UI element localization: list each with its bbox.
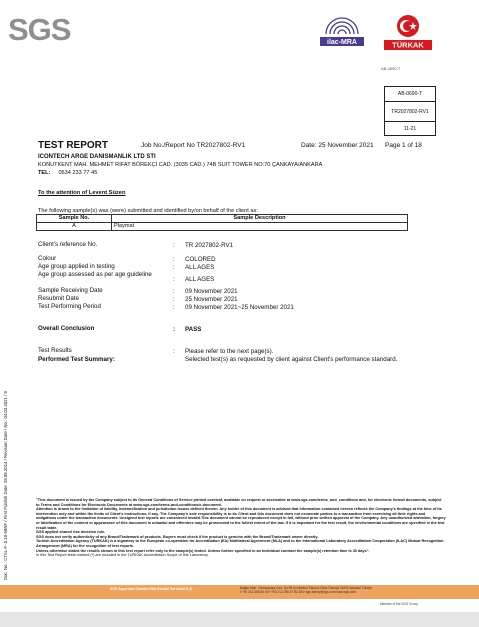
sgs-logo (6, 11, 76, 45)
samples-intro: The following sample(s) was (were) submitted and identified by/on behalf of the client as: (38, 208, 258, 214)
accreditation-no: AB-0690-T (385, 87, 435, 102)
performed-test-summary-label: Performed Test Summary: (38, 356, 115, 363)
disclaimer-block (36, 498, 446, 558)
disclaimer-paragraph: SGS does not verify authenticity of any Brand/Trademark of products. Buyers must check if the product is genuine with the Brand/Trademark owner directly. (36, 534, 319, 539)
report-header (0, 140, 479, 150)
disclaimer-paragraph: Attention is drawn to the limitation of liability, indemnification and jurisdiction issues defined therein. Any holder of this document is advised that information contained hereon reflects the Company's findings at the time of its intervention only and within the limits of Client's instructions, if any. The Company's sole responsibility is to its Client and this document does not exonerate parties to a transaction from exercising all their rights and obligations under the transaction documents. Unsigned test reports are considered invalid.This document cannot be reproduced except in full, without prior written approval of the Company. Any unauthorized alteration, forgery or falsification of the content or appearance of this document is unlawful and offenders may be prosecuted to the fullest extent of the law. If it is important for the test result, the environmental conditions are specified in the test result table. (36, 507, 446, 530)
disclaimer-paragraph: Unless otherwise stated the results shown in this test report refer only to the sample(s) tested. Unless further specified in an individual contract the sample(s) retention time is 30 days". (36, 548, 370, 553)
detail-value: TR 2027802-RV1 (185, 242, 234, 249)
turkak-logo (380, 12, 436, 56)
disclaimer-paragraph: Turkish Accreditation Agency (TURKAK) is a signatory to the European co-operation for Accreditation (EA) Multilateral Agreement (MLA) and to the International Laboratory Accreditation Cooperation (ILAC) Mutual Recognition Arrangement (MRA) for the recognition of test reports. (36, 539, 444, 548)
table-row (37, 223, 408, 231)
ilac-mra-logo (318, 12, 366, 60)
tel-label: TEL: (38, 170, 51, 176)
table-header-row (37, 215, 408, 223)
svg-text:SGS: SGS (8, 12, 71, 45)
viewer-background (0, 612, 479, 627)
detail-value: 09 November 2021 (185, 288, 238, 295)
detail-label: Test Performing Period (38, 303, 101, 310)
report-page: SGS ilac-MRA TÜRKAK AB-0690-T AB-0690-T TR2027802-RV1 11-21 TEST REPORT Job No./Report No TR2027802-RV1 Date: 25 November 2021 Page 1 of 18 ICONTECH ARGE DANISMANLIK LTD STI KONUTKENT MAH. MEHMET RIFAT BÖREKÇİ CAD. (3035 CAD.) 74B SUIT TOWER NO:70 ÇANKAYA/ANKARA TEL: 0534 233 77 45 To the attention of Levent Süzen The following sample(s) was (were) submitted and identified by/on behalf of the client as: Sample No. Sample Description A Playmat Client's reference No. : TR 2027802-RV1 Colour : COLORED Age group applied in testing : ALL AGES Age group assessed as per age guideline : ALL AGES Sample Receiving Date : 09 November 2021 Resubmit Date : 25 November 2021 Test Performing Period : 09 November 2021~25 November 2021 Overall Conclusion : PASS Test Results : Please refer to the next page(s). Performed Test Summary: Selected test(s) as requested by client against Client's performance standard. "This document is issued by the Company subject to its General Conditions of Service printed overleaf, available on request or accessible at www.sgs.com/terms_and_conditions and, for electronic format documents, subject to Terms and Conditions for Electronic Documents at www.sgs.com/terms-and-conditions/e-document. Attention is drawn to the limitation of liability, indemnification and jurisdiction issues defined therein. Any holder of this document is advised that information contained hereon reflects the Company's findings at the time of its intervention only and within the limits of Client's instructions, if any. The Company's sole responsibility is to its Client and this document does not exonerate parties to a transaction from exercising all their rights and obligations under the transaction documents. Unsigned test reports are considered invalid.This document cannot be reproduced except in full, without prior written approval of the Company. Any unauthorized alteration, forgery or falsification of the content or appearance of this document is unlawful and offenders may be prosecuted to the fullest extent of the law. If it is important for the test result, the environmental conditions are specified in the test result table. SGS applied shared risk decision rule. SGS does not verify authenticity of any Brand/Trademark of products. Buyers must check if the product is genuine with the Brand/Trademark owner directly. Turkish Accreditation Agency (TURKAK) is a signatory to the European co-operation for Accreditation (EA) Multilateral Agreement (MLA) and to the International Laboratory Accreditation Cooperation (ILAC) Mutual Recognition Arrangement (MRA) for the recognition of test reports. Unless otherwise stated the results shown in this test report refer only to the sample(s) tested. Unless further specified in an individual contract the sample(s) retention time is 30 days". In this Test Report tests marked (*) are included in the TURKAK Accreditation Scope of this Laboratory. Doc. No.: CTSL-F-.5.10-98NF / First Publish Date: 28.08.2014 / Revision Date / No.: 04.03.2021 / 8 SGS Supervise Gözetim Etüt Kontrol Servisleri A.Ş. Bağlar Mah. Osmanpaşa Cad. No:95 İş İstanbul Plaza A Girişi Güneşli 34209 İstanbul Türkiye t +90 212 368 40 00 f +90 212 296 47 82-83 e sgs.turkey@sgs.com www.sgs.com Member of the SGS Group (0, 0, 479, 612)
conclusion-label: Overall Conclusion (38, 325, 95, 332)
tel-value: 0534 233 77 45 (58, 170, 98, 176)
report-number-stamp: TR2027802-RV1 (385, 102, 435, 122)
sample-no-cell: A (37, 223, 112, 231)
column-header-sample-description: Sample Description (112, 215, 408, 223)
detail-label: Sample Receiving Date (38, 287, 103, 294)
column-header-sample-no: Sample No. (37, 215, 112, 223)
detail-value: 25 November 2021 (185, 296, 238, 303)
detail-value: ALL AGES (185, 264, 215, 271)
results-value: Please refer to the next page(s). (185, 348, 274, 355)
client-telephone (38, 170, 97, 176)
report-date: Date: 25 November 2021 (301, 141, 374, 149)
sample-description-cell: Playmat (112, 223, 408, 231)
disclaimer-paragraph: "This document is issued by the Company subject to its General Conditions of Service printed overleaf, available on request or accessible at www.sgs.com/terms_and_conditions and, for electronic format documents, subject to Terms and Conditions for Electronic Documents at www.sgs.com/terms-and-conditions/e-document. (36, 498, 442, 507)
member-of-sgs-group: Member of the SGS Group (380, 602, 418, 606)
detail-label: Age group applied in testing (38, 263, 115, 270)
job-number: Job No./Report No TR2027802-RV1 (141, 141, 246, 149)
turkak-code: AB-0690-T (381, 66, 401, 71)
detail-value: ALL AGES (185, 276, 215, 283)
results-label: Test Results (38, 347, 72, 354)
disclaimer-paragraph: SGS applied shared risk decision rule. (36, 530, 106, 535)
disclaimer-paragraph: In this Test Report tests marked (*) are included in the TURKAK Accreditation Scope of this Laboratory. (36, 553, 209, 558)
page-number: Page 1 of 18 (385, 141, 422, 149)
detail-label: Resubmit Date (38, 295, 79, 302)
detail-label: Client's reference No. (38, 241, 98, 248)
samples-table (36, 214, 408, 231)
client-company: ICONTECH ARGE DANISMANLIK LTD STI (38, 154, 156, 160)
issue-month-stamp: 11-21 (403, 126, 417, 132)
footer-contact (240, 586, 372, 594)
performed-test-summary-value: Selected test(s) as requested by client against Client's performance standard. (185, 356, 398, 363)
conclusion-value: PASS (185, 326, 202, 333)
client-address: KONUTKENT MAH. MEHMET RIFAT BÖREKÇİ CAD. (3035 CAD.) 74B SUIT TOWER NO:70 ÇANKAYA/ANKARA (38, 162, 323, 168)
detail-label: Colour (38, 255, 57, 262)
detail-label: Age group assessed as per age guideline (38, 271, 152, 278)
accreditation-box (384, 86, 436, 136)
document-control-number: Doc. No.: CTSL-F-.5.10-98NF / First Publish Date: 28.08.2014 / Revision Date / No.: 04.03.2021 / 8 (3, 391, 8, 580)
footer-company: SGS Supervise Gözetim Etüt Kontrol Servisleri A.Ş. (110, 587, 193, 591)
detail-value: COLORED (185, 256, 216, 263)
detail-value: 09 November 2021~25 November 2021 (185, 304, 294, 311)
footer-address: Bağlar Mah. Osmanpaşa Cad. No:95 İş İstanbul Plaza A Girişi Güneşli 34209 İstanbul Türkiye (240, 586, 373, 590)
footer-phone-web: t +90 212 368 40 00 f +90 212 296 47 82-83 e sgs.turkey@sgs.com www.sgs.com (240, 590, 356, 594)
report-title: TEST REPORT (38, 140, 109, 151)
svg-text:ilac-MRA: ilac-MRA (327, 39, 357, 46)
attention-line: To the attention of Levent Süzen (38, 190, 126, 196)
svg-text:TÜRKAK: TÜRKAK (392, 40, 424, 50)
